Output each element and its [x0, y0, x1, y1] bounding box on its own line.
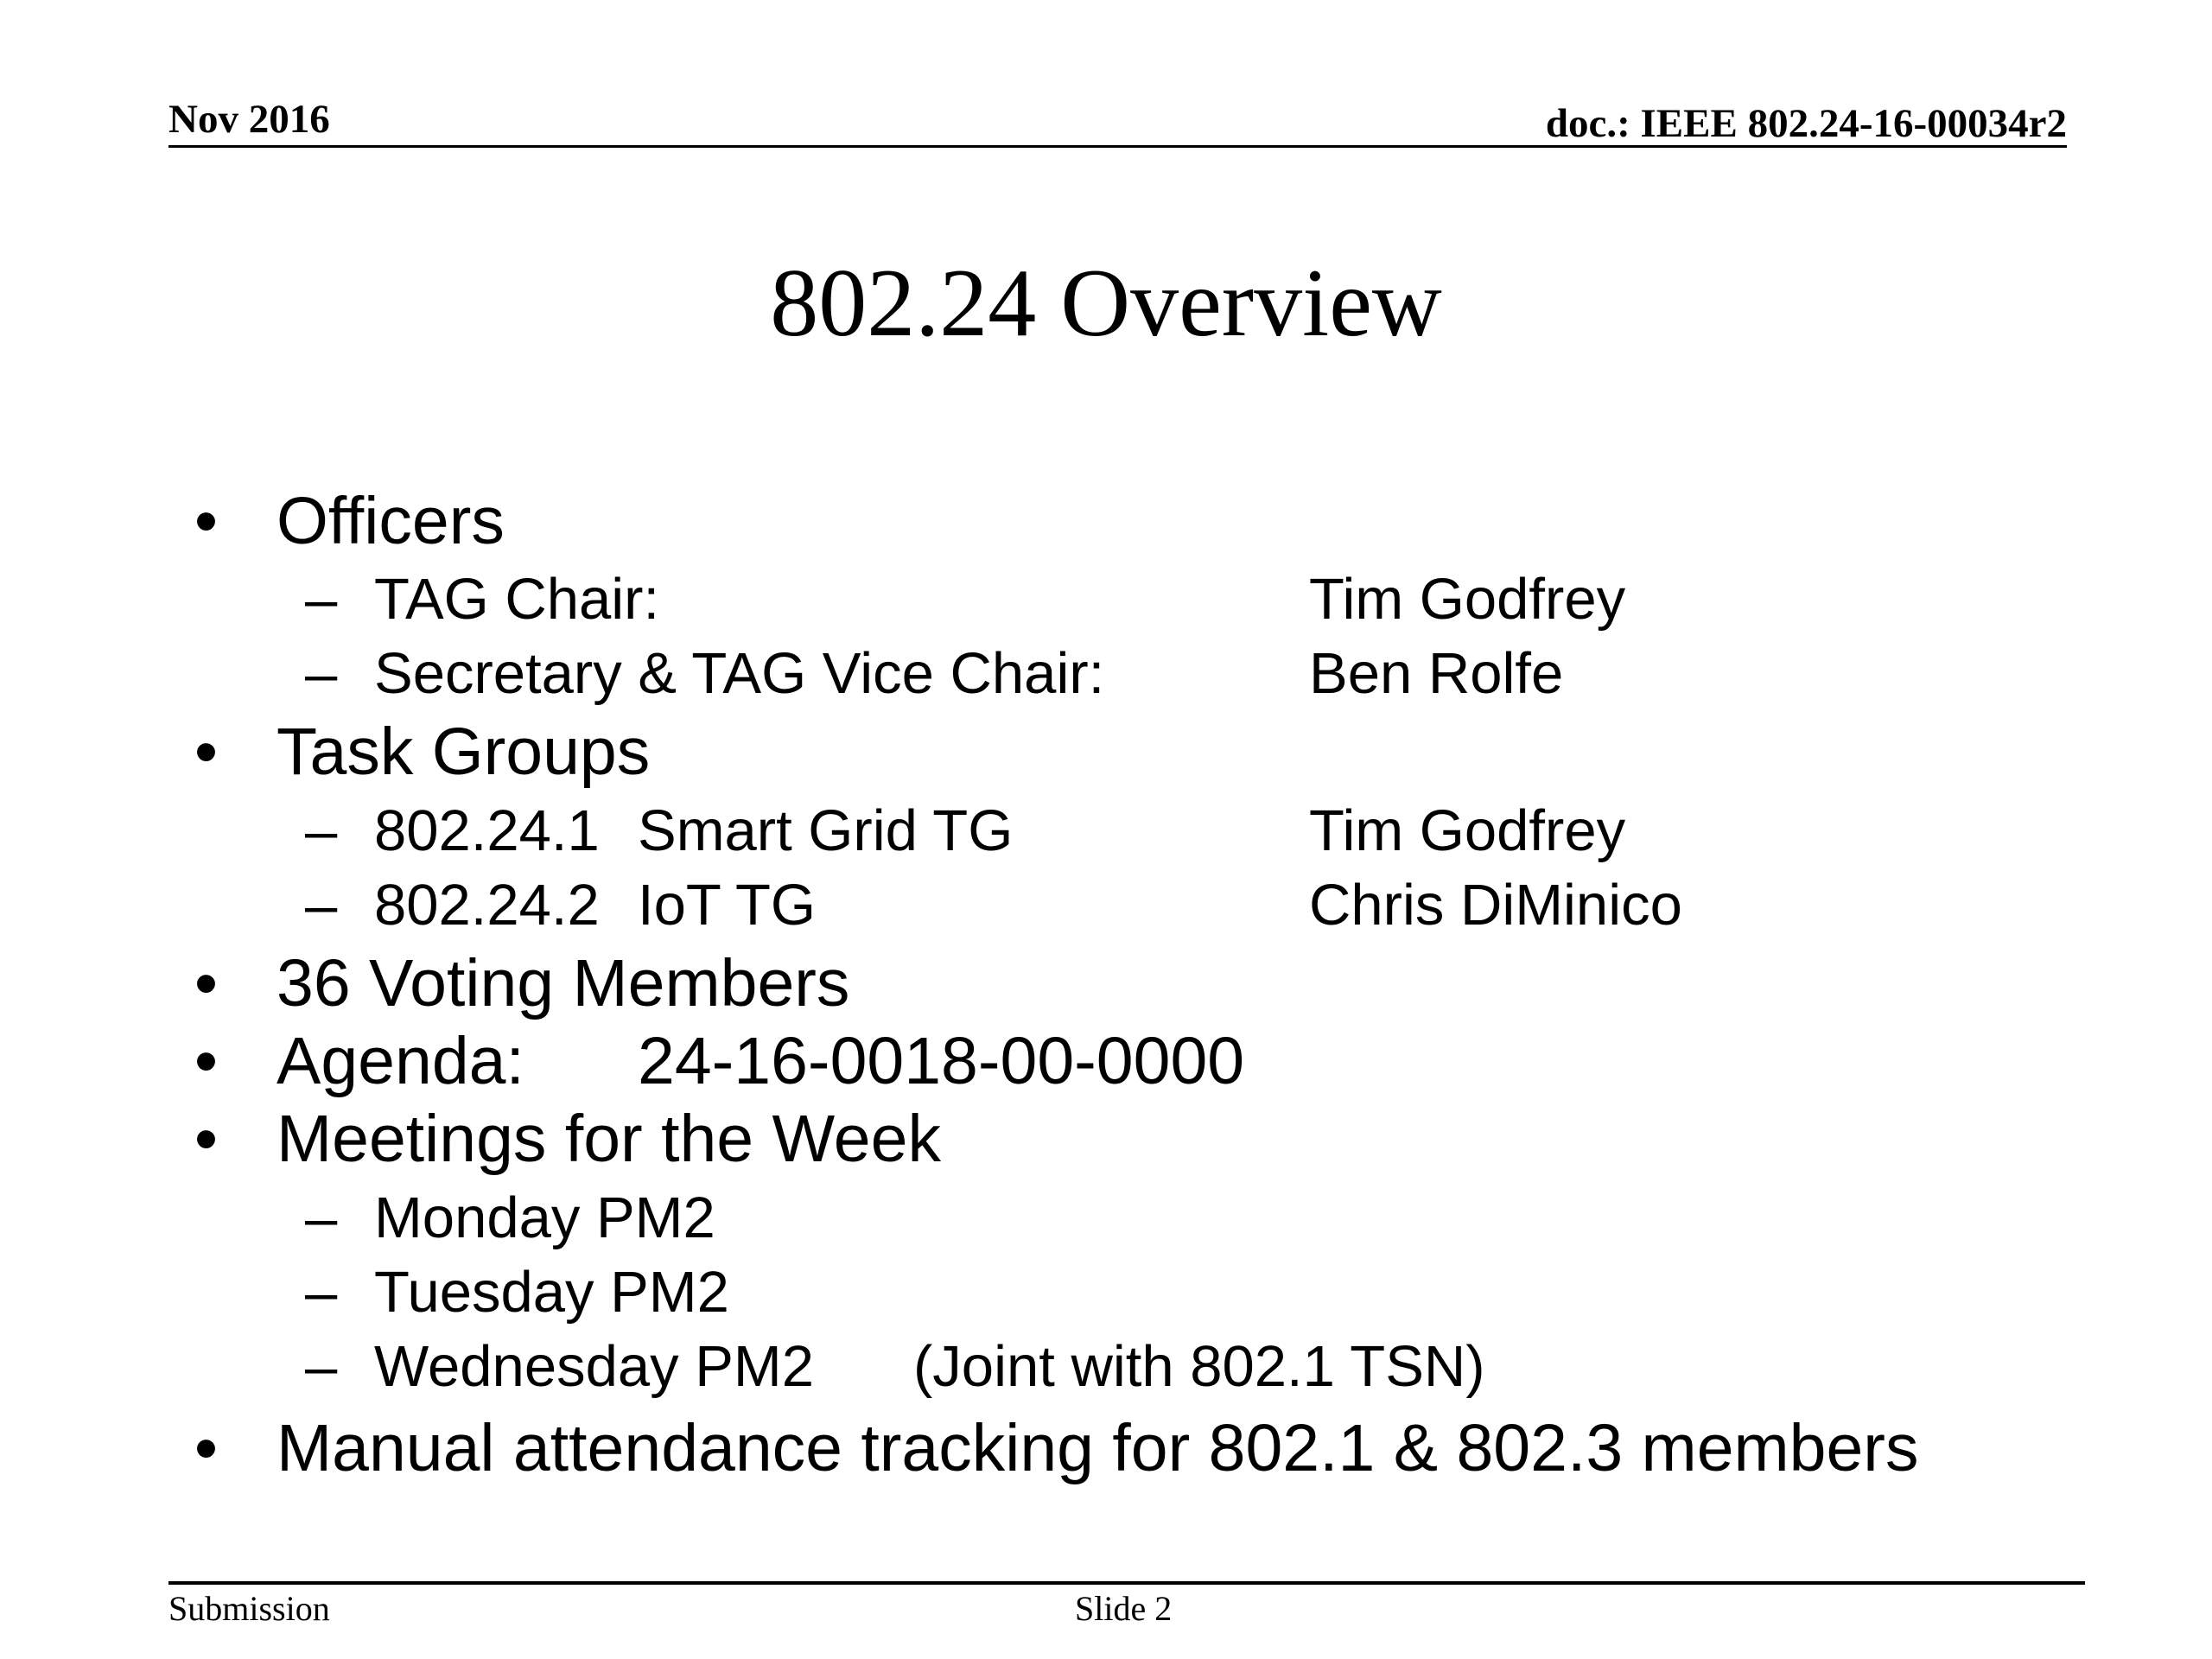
- sub-bullet-tg2-number: [305, 873, 600, 938]
- officer-name-secretary: Ben Rolfe: [1309, 641, 1564, 706]
- dash-mark: –: [305, 1260, 338, 1325]
- sub-bullet-tuesday: [305, 1260, 729, 1325]
- bullet-dot: •: [194, 484, 218, 558]
- footer-slide-number: Slide 2: [1075, 1589, 1173, 1628]
- bullet-text: 36 Voting Members: [276, 946, 850, 1020]
- header-doc-id: doc.: IEEE 802.24-16-00034r2: [1545, 101, 2067, 146]
- sub-bullet-tg1-number: [305, 798, 600, 863]
- bullet-attendance: [194, 1411, 1919, 1485]
- bullet-task-groups: [194, 715, 651, 789]
- dash-mark: –: [305, 567, 338, 632]
- bullet-text: Task Groups: [276, 715, 651, 789]
- bullet-officers: [194, 484, 505, 558]
- dash-mark: –: [305, 873, 338, 938]
- bullet-text: Officers: [276, 484, 505, 558]
- tg-name-smart-grid: Smart Grid TG: [638, 798, 1014, 863]
- sub-bullet-secretary-role: [305, 641, 1105, 706]
- footer-submission: Submission: [168, 1589, 330, 1628]
- agenda-label: Agenda:: [276, 1024, 524, 1098]
- bullet-meetings: [194, 1102, 941, 1176]
- tg-number: 802.24.1: [374, 798, 600, 863]
- bullet-dot: •: [194, 1024, 218, 1098]
- sub-bullet-monday: [305, 1185, 715, 1250]
- meeting-day: Monday PM2: [374, 1185, 715, 1250]
- bullet-text: Meetings for the Week: [276, 1102, 941, 1176]
- bullet-voting-members: [194, 946, 850, 1020]
- slide-title: 802.24 Overview: [770, 250, 1442, 357]
- dash-mark: –: [305, 1334, 338, 1399]
- officer-name-tag-chair: Tim Godfrey: [1309, 567, 1626, 632]
- meeting-day: Wednesday PM2: [374, 1334, 814, 1399]
- tg-number: 802.24.2: [374, 873, 600, 938]
- bullet-text: Manual attendance tracking for 802.1 & 802.3 members: [276, 1411, 1919, 1485]
- bullet-dot: •: [194, 946, 218, 1020]
- dash-mark: –: [305, 641, 338, 706]
- dash-mark: –: [305, 798, 338, 863]
- dash-mark: –: [305, 1185, 338, 1250]
- officer-role: Secretary & TAG Vice Chair:: [374, 641, 1105, 706]
- footer-rule: [168, 1581, 2085, 1585]
- tg-name-iot: IoT TG: [638, 873, 817, 938]
- bullet-dot: •: [194, 1102, 218, 1176]
- bullet-agenda: [194, 1024, 524, 1098]
- bullet-dot: •: [194, 1411, 218, 1485]
- bullet-dot: •: [194, 715, 218, 789]
- meeting-day: Tuesday PM2: [374, 1260, 729, 1325]
- header-rule: [168, 145, 2067, 148]
- sub-bullet-tag-chair-role: [305, 567, 660, 632]
- tg-chair-smart-grid: Tim Godfrey: [1309, 798, 1626, 863]
- agenda-doc-number: 24-16-0018-00-0000: [638, 1024, 1245, 1098]
- tg-chair-iot: Chris DiMinico: [1309, 873, 1682, 938]
- sub-bullet-wednesday: [305, 1334, 814, 1399]
- officer-role: TAG Chair:: [374, 567, 660, 632]
- header-date: Nov 2016: [168, 97, 330, 142]
- meeting-note-joint: (Joint with 802.1 TSN): [913, 1334, 1485, 1399]
